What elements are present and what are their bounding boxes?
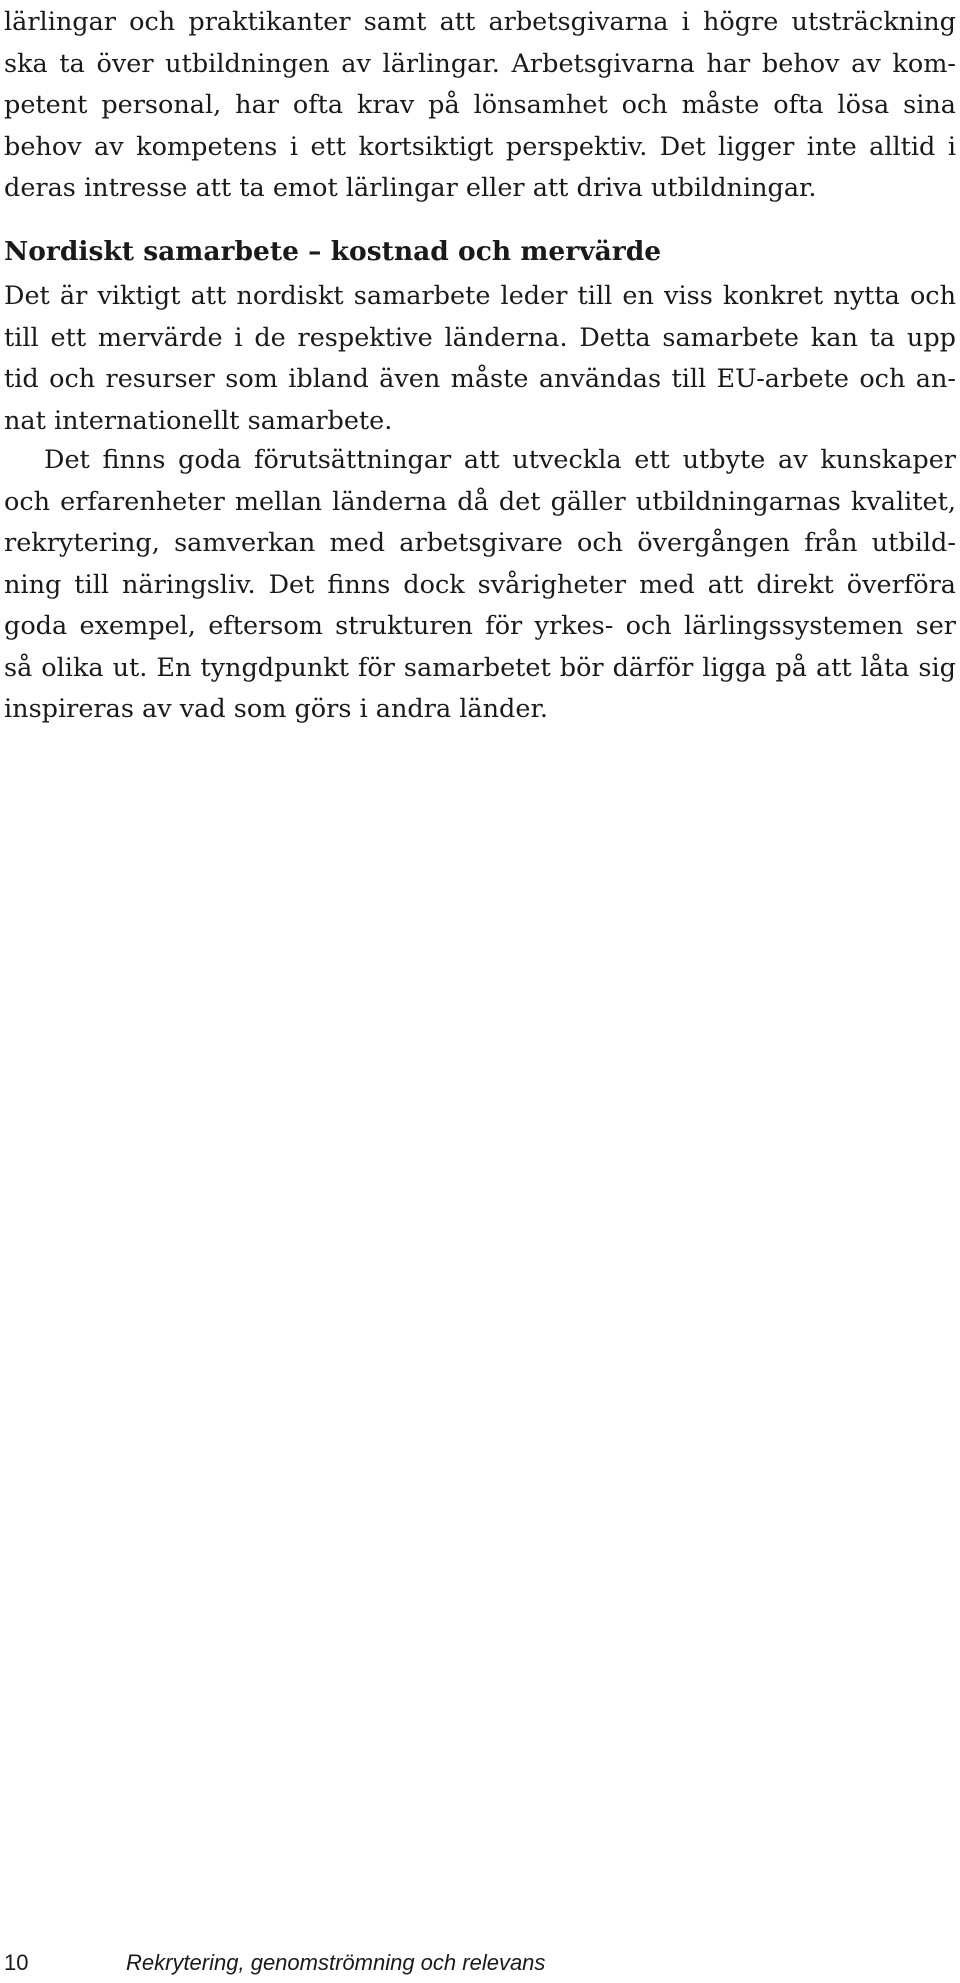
paragraph-line: till ett mervärde i de respektive länderna. Detta samarbete kan ta upp — [4, 322, 956, 353]
paragraph-line: Det är viktigt att nordiskt samarbete leder till en viss konkret nytta och — [4, 281, 956, 311]
paragraph-line: Det finns goda förutsättningar att utveckla ett utbyte av kunskaper — [44, 445, 956, 475]
page-number: 10 — [4, 1950, 29, 1975]
paragraph-line: tid och resurser som ibland även måste användas till EU-arbete och an- — [4, 364, 956, 394]
paragraph-line: goda exempel, eftersom strukturen för yrkes- och lärlingssystemen ser — [4, 611, 956, 641]
body-paragraph-2 — [4, 276, 956, 442]
section-heading: Nordiskt samarbete – kostnad och mervärde — [4, 236, 662, 267]
running-title: Rekrytering, genomströmning och relevans — [126, 1950, 546, 1975]
paragraph-line: nat internationellt samarbete. — [4, 405, 393, 436]
paragraph-line: inspireras av vad som görs i andra länder. — [4, 694, 548, 724]
paragraph-line: behov av kompetens i ett kortsiktigt perspektiv. Det ligger inte alltid i — [4, 131, 956, 162]
body-paragraph-3 — [4, 440, 956, 731]
paragraph-line: så olika ut. En tyngdpunkt för samarbetet bör därför ligga på att låta sig — [4, 652, 956, 683]
paragraph-line: lärlingar och praktikanter samt att arbetsgivarna i högre utsträckning — [4, 7, 956, 37]
paragraph-line: petent personal, har ofta krav på lönsamhet och måste ofta lösa sina — [4, 90, 956, 120]
paragraph-line: rekrytering, samverkan med arbetsgivare och övergången från utbild- — [4, 528, 956, 558]
paragraph-line: och erfarenheter mellan länderna då det gäller utbildningarnas kvalitet, — [4, 486, 956, 517]
paragraph-line: ska ta över utbildningen av lärlingar. Arbetsgivarna har behov av kom- — [4, 48, 956, 79]
paragraph-line: ning till näringsliv. Det finns dock svårigheter med att direkt överföra — [4, 569, 956, 600]
paragraph-line: deras intresse att ta emot lärlingar eller att driva utbildningar. — [4, 173, 817, 203]
body-paragraph-1 — [4, 2, 956, 210]
